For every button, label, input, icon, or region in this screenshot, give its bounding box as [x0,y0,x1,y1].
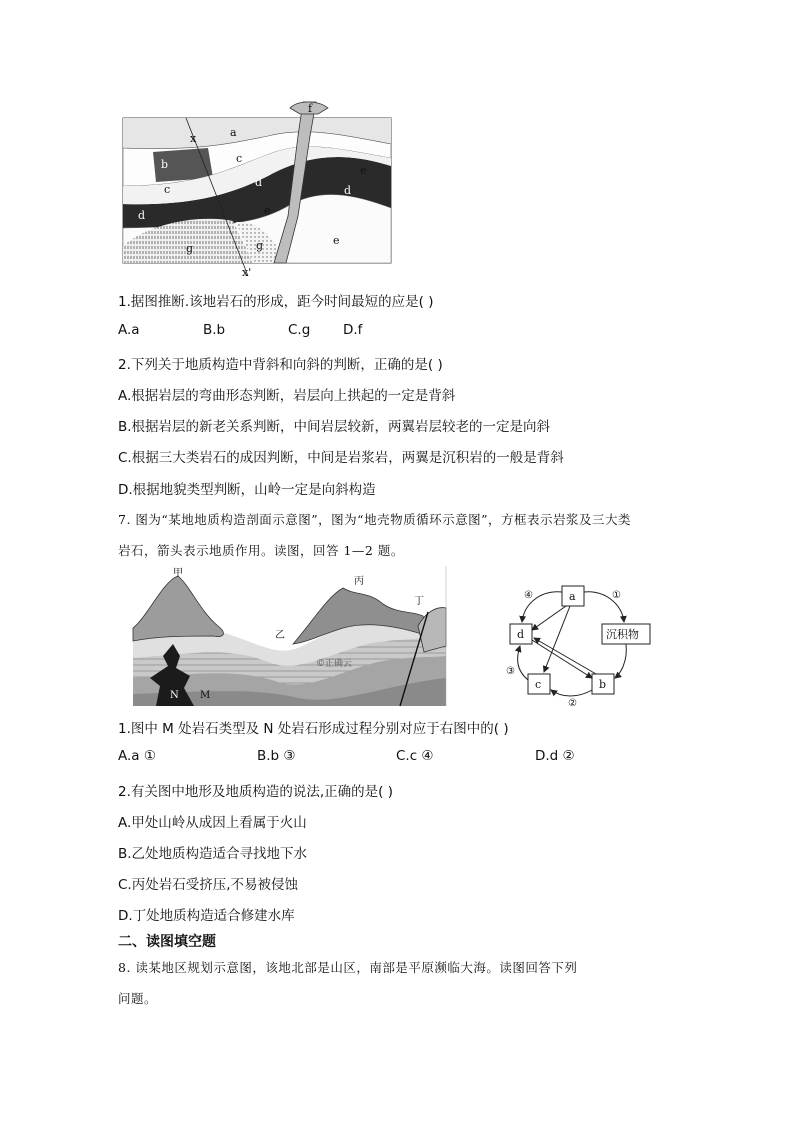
q1-stem: 1.据图推断.该地岩石的形成，距今时间最短的应是( ) [118,294,434,310]
box-a-label: a [569,590,576,603]
q7-2-option-a[interactable]: A.甲处山岭从成因上看属于火山 [118,815,307,831]
label-d2: d [344,184,352,197]
q7-2-stem: 2.有关图中地形及地质构造的说法,正确的是( ) [118,784,393,800]
label-M: M [200,690,211,701]
label-d3: d [138,209,146,222]
q1-option-d[interactable]: D.f [343,322,363,338]
q7-intro-line2: 岩石，箭头表示地质作用。读图，回答 1—2 题。 [118,543,404,558]
q7-1-option-c[interactable]: C.c ④ [396,748,434,764]
q7-intro-line1: 7. 图为“某地地质构造剖面示意图”，图为“地壳物质循环示意图”，方框表示岩浆及三大类 [118,512,631,527]
q7-1-option-a[interactable]: A.a ① [118,748,156,764]
q7-1-option-b[interactable]: B.b ③ [257,748,296,764]
q7-2-option-d[interactable]: D.丁处地质构造适合修建水库 [118,908,295,924]
section-title: 二、读图填空题 [118,934,216,950]
q7-1-option-d[interactable]: D.d ② [535,748,575,764]
label-g2: g [256,239,264,252]
q7-2-option-b[interactable]: B.乙处地质构造适合寻找地下水 [118,846,308,862]
q1-option-c[interactable]: C.g [288,322,311,338]
landform-section-figure [128,566,450,708]
geologic-section-figure [118,96,400,280]
label-e2: e [264,204,271,217]
label-c1: c [236,152,243,165]
label-bing: 丙 [354,576,364,587]
label-a: a [230,126,237,139]
box-c-label: c [535,678,542,691]
arrow-label-4: ④ [524,590,533,601]
arrow-label-1: ① [612,590,621,601]
rock-cycle-figure [500,574,660,708]
q7-2-option-c[interactable]: C.丙处岩石受挤压,不易被侵蚀 [118,877,299,893]
label-d1: d [255,176,263,189]
label-f: f [308,102,313,115]
q8-line2: 问题。 [118,991,158,1006]
arrow-label-3: ③ [506,666,515,677]
box-b-label: b [599,678,607,691]
q7-1-stem: 1.图中 M 处岩石类型及 N 处岩石形成过程分别对应于右图中的( ) [118,721,509,737]
label-b: b [161,158,169,171]
q2-stem: 2.下列关于地质构造中背斜和向斜的判断，正确的是( ) [118,357,443,373]
box-d-label: d [517,628,525,641]
q2-option-b[interactable]: B.根据岩层的新老关系判断，中间岩层较新，两翼岩层较老的一定是向斜 [118,419,551,435]
q1-option-b[interactable]: B.b [203,322,226,338]
label-ding: 丁 [414,596,424,607]
label-x-top: x [190,132,197,145]
label-jia: 甲 [173,568,183,579]
label-x-bottom: x' [242,266,252,279]
arrow-label-2: ② [568,698,577,708]
q2-option-c[interactable]: C.根据三大类岩石的成因判断，中间是岩浆岩，两翼是沉积岩的一般是背斜 [118,450,564,466]
q8-line1: 8. 读某地区规划示意图，该地北部是山区，南部是平原濒临大海。读图回答下列 [118,960,578,975]
label-e3: e [333,234,340,247]
box-sediment-label: 沉积物 [606,628,639,641]
label-g1: g [186,242,194,255]
label-c2: c [164,183,171,196]
label-N: N [170,690,179,701]
q2-option-a[interactable]: A.根据岩层的弯曲形态判断，岩层向上拱起的一定是背斜 [118,388,456,404]
watermark-text: ©正确云 [316,659,353,669]
label-yi: 乙 [275,630,285,641]
label-e1: e [360,164,367,177]
q2-option-d[interactable]: D.根据地貌类型判断，山岭一定是向斜构造 [118,482,376,498]
q1-option-a[interactable]: A.a [118,322,140,338]
